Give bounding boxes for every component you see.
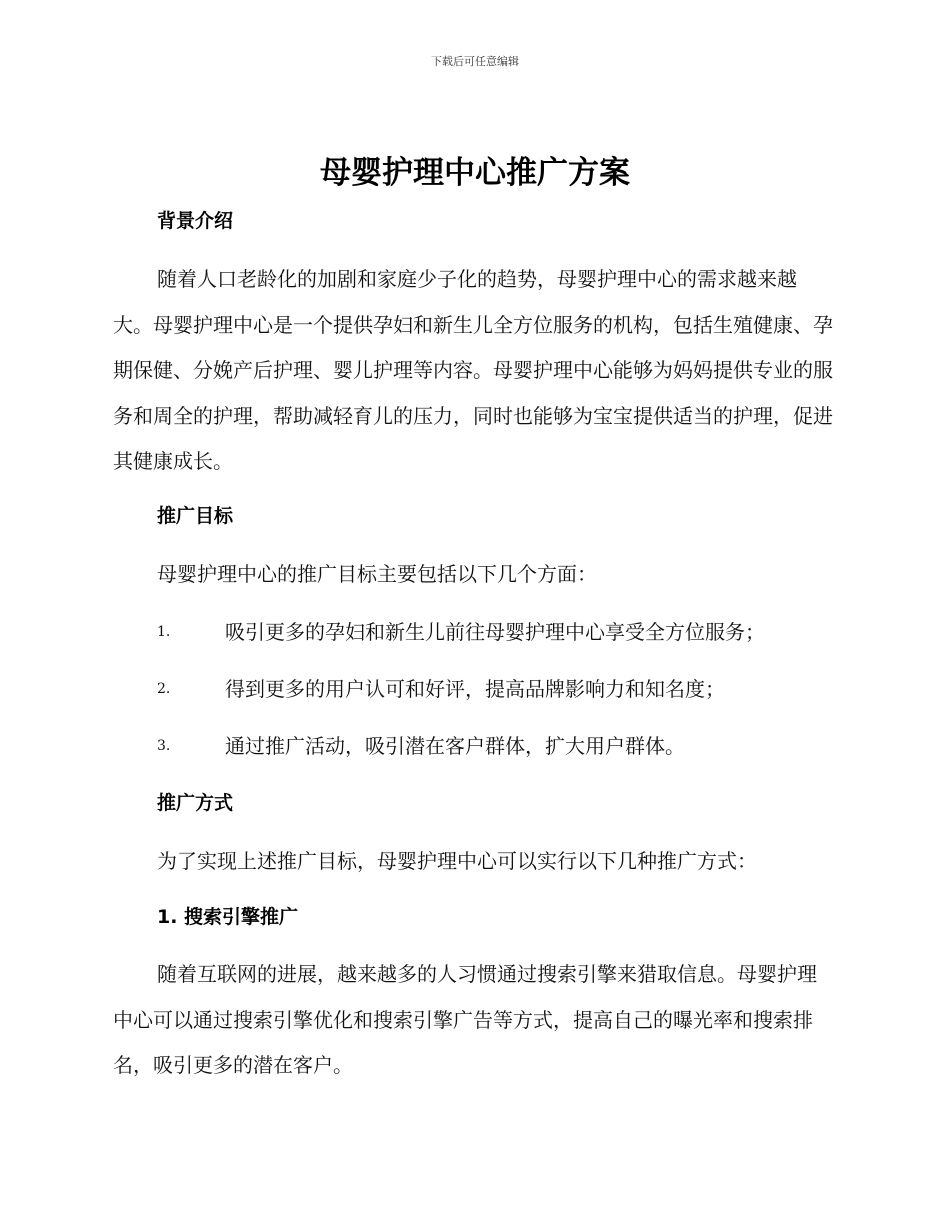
methods-intro: 为了实现上述推广目标，母婴护理中心可以实行以下几种推广方式：	[157, 849, 757, 873]
list-item	[157, 674, 847, 704]
list-item-text: 通过推广活动，吸引潜在客户群体，扩大用户群体。	[225, 734, 685, 758]
list-item	[157, 731, 847, 761]
list-item	[157, 617, 847, 647]
section-heading-methods: 推广方式	[157, 792, 234, 814]
list-item-number: 3.	[157, 738, 171, 754]
background-paragraph: 随着人口老龄化的加剧和家庭少子化的趋势，母婴护理中心的需求越来越大。母婴护理中心是一个提供孕妇和新生儿全方位服务的机构，包括生殖健康、孕期保健、分娩产后护理、婴儿护理等内容。母婴护理中心能够为妈妈提供专业的服务和周全的护理，帮助减轻育儿的压力，同时也能够为宝宝提供适当的护理，促进其健康成长。	[113, 267, 833, 474]
document-title: 母婴护理中心推广方案	[320, 155, 630, 191]
section-heading-goals: 推广目标	[157, 505, 234, 527]
section-heading-background: 背景介绍	[157, 210, 234, 232]
list-item-text: 吸引更多的孕妇和新生儿前往母婴护理中心享受全方位服务；	[225, 620, 765, 644]
list-item-text: 得到更多的用户认可和好评，提高品牌影响力和知名度；	[225, 677, 725, 701]
page-header-note: 下载后可任意编辑	[431, 55, 519, 68]
search-engine-paragraph: 随着互联网的进展，越来越多的人习惯通过搜索引擎来猎取信息。母婴护理中心可以通过搜索引擎优化和搜索引擎广告等方式，提高自己的曝光率和搜索排名，吸引更多的潜在客户。	[113, 962, 817, 1078]
list-item-number: 1.	[157, 624, 171, 640]
list-item-number: 2.	[157, 681, 171, 697]
subsection-heading-search-engine: 1. 搜索引擎推广	[157, 906, 299, 928]
goals-intro: 母婴护理中心的推广目标主要包括以下几个方面：	[157, 562, 597, 586]
